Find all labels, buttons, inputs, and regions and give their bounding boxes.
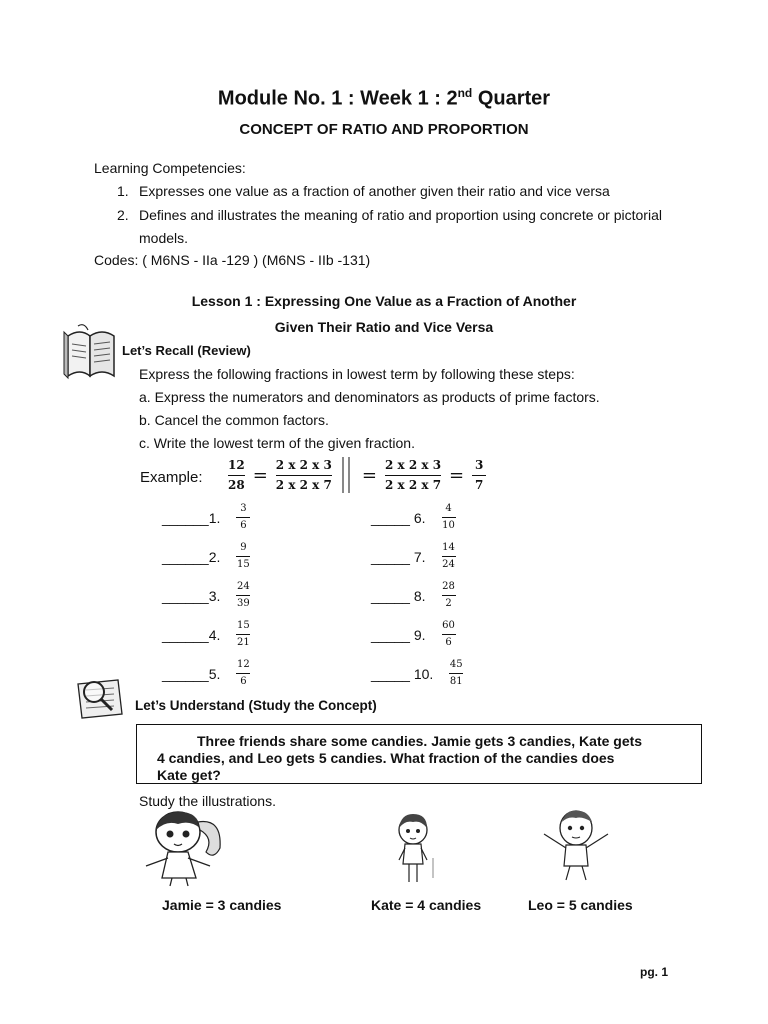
competencies-heading: Learning Competencies:: [94, 160, 246, 176]
competency-1: Expresses one value as a fraction of another given their ratio and vice versa: [139, 183, 610, 199]
equals-sign: =: [252, 464, 268, 486]
magnifier-study-icon: [72, 676, 130, 725]
study-illustrations-label: Study the illustrations.: [139, 793, 276, 809]
understand-heading: Let’s Understand (Study the Concept): [135, 698, 377, 713]
title-main: Module No. 1 : Week 1 : 2: [217, 87, 458, 110]
competency-number-2: 2.: [117, 207, 129, 223]
exercise-8: _____ 8. $\frac{28}{2}$: [371, 581, 455, 609]
kate-girl-illustration: [385, 812, 445, 893]
cancel-strokes-icon: [340, 457, 354, 493]
problem-line-1: Three friends share some candies. Jamie gets 3 candies, Kate gets: [197, 733, 643, 749]
lesson-title-line2: Given Their Ratio and Vice Versa: [274, 319, 494, 335]
caption-leo: Leo = 5 candies: [528, 897, 633, 913]
caption-kate: Kate = 4 candies: [371, 897, 482, 913]
competency-2-cont: models.: [139, 230, 189, 246]
example-fraction-1: $\frac{12}{28}$: [228, 457, 245, 492]
equals-sign: =: [449, 464, 465, 486]
exercise-2: ______2. $\frac{9}{15}$: [162, 542, 250, 570]
competency-number-1: 1.: [117, 183, 129, 199]
jamie-girl-illustration: [136, 808, 246, 893]
lesson-title-line1: Lesson 1 : Expressing One Value as a Fraction of Another: [191, 293, 577, 309]
example-fraction-3: $\frac{2 x 2 x 3}{2 x 2 x 7}$: [384, 457, 442, 492]
exercise-3: ______3. $\frac{24}{39}$: [162, 581, 250, 609]
book-icon: [60, 322, 122, 387]
problem-line-2: 4 candies, and Leo gets 5 candies. What fraction of the candies does: [157, 750, 615, 766]
recall-instruction: Express the following fractions in lowest term by following these steps:: [139, 366, 575, 382]
exercise-6: _____ 6. $\frac{4}{10}$: [371, 503, 455, 531]
caption-jamie: Jamie = 3 candies: [162, 897, 282, 913]
codes: Codes: ( M6NS - IIa -129 ) (M6NS - IIb -131): [94, 252, 371, 268]
title-superscript: nd: [457, 86, 473, 100]
exercise-10: _____ 10. $\frac{45}{81}$: [371, 659, 463, 687]
equals-sign: =: [361, 464, 377, 486]
problem-line-3: Kate get?: [157, 767, 221, 783]
exercise-1: ______1. $\frac{3}{6}$: [162, 503, 250, 532]
title-end: Quarter: [472, 87, 551, 110]
example-fraction-4: $\frac{3}{7}$: [472, 458, 486, 493]
step-b: b. Cancel the common factors.: [139, 412, 329, 428]
example-equation: [228, 457, 486, 493]
page-number: pg. 1: [640, 965, 669, 979]
problem-box: [136, 724, 702, 784]
exercise-4: ______4. $\frac{15}{21}$: [162, 620, 250, 648]
example-fraction-2: $\frac{2 x 2 x 3}{2 x 2 x 7}$: [275, 457, 332, 492]
page-title: [0, 86, 768, 111]
step-c: c. Write the lowest term of the given fraction.: [139, 435, 415, 451]
exercise-5: ______5. $\frac{12}{6}$: [162, 659, 250, 687]
example-label: Example:: [140, 469, 203, 486]
competency-2: Defines and illustrates the meaning of ratio and proportion using concrete or pictorial: [139, 207, 662, 223]
leo-boy-illustration: [532, 808, 622, 889]
exercise-9: _____ 9. $\frac{60}{6}$: [371, 620, 455, 648]
recall-heading: Let’s Recall (Review): [122, 343, 251, 358]
exercise-7: _____ 7. $\frac{14}{24}$: [371, 542, 455, 570]
page-subtitle: CONCEPT OF RATIO AND PROPORTION: [239, 121, 529, 138]
step-a: a. Express the numerators and denominators as products of prime factors.: [139, 389, 600, 405]
